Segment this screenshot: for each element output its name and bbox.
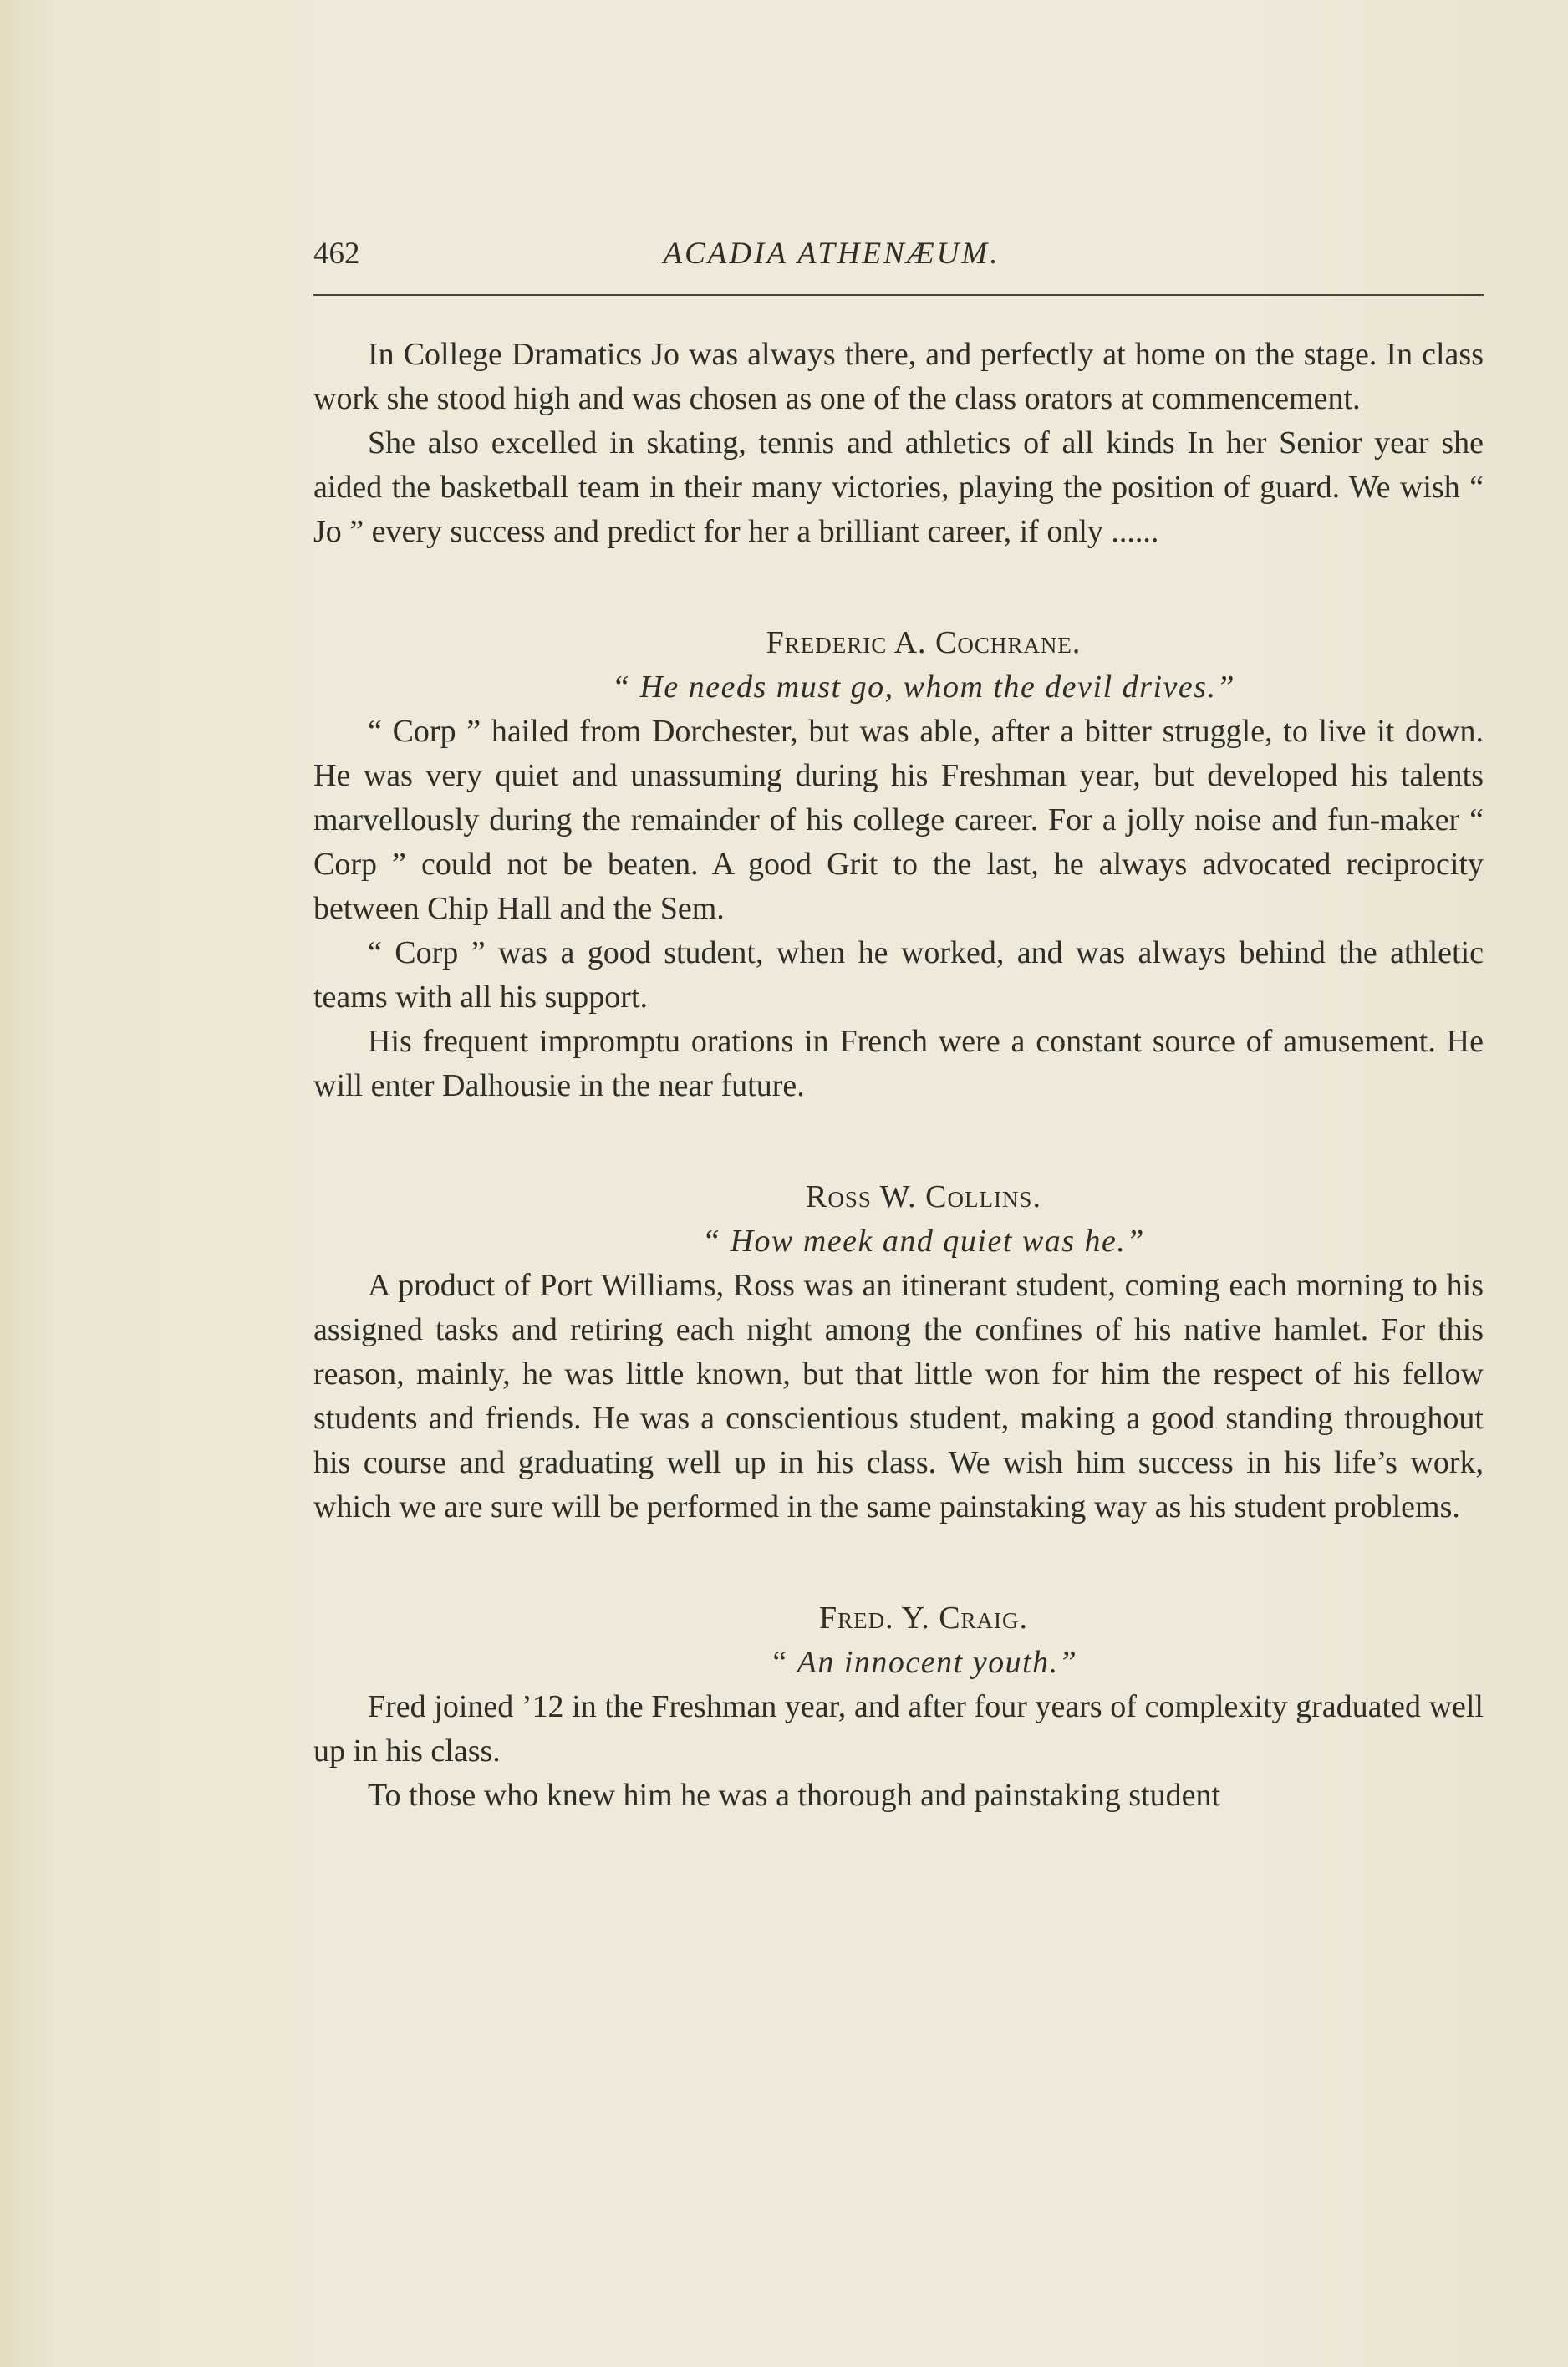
running-title: ACADIA ATHENÆUM. (663, 237, 1000, 271)
header-rule (313, 294, 1484, 296)
section-epigraph: “ How meek and quiet was he.” (701, 1224, 1146, 1259)
section-epigraph: “ An innocent youth.” (769, 1645, 1078, 1680)
section-heading: Fred. Y. Craig. (818, 1601, 1029, 1636)
biography-section (313, 1175, 1484, 1530)
section-heading: Ross W. Collins. (806, 1179, 1041, 1214)
body-text (313, 333, 1484, 1818)
paragraph: She also excelled in skating, tennis and athletics of all kinds In her Senior year she aided the basketball team in their many victories, playing the position of guard. We wish “ Jo ” every success and predict for her a brilliant career, if only ...... (313, 425, 1484, 549)
section-heading: Frederic A. Cochrane. (766, 625, 1082, 660)
paragraph: “ Corp ” was a good student, when he worked, and was always behind the athletic teams with all his support. (313, 935, 1484, 1015)
paragraph: Fred joined ’12 in the Freshman year, and after four years of complexity graduated well up in his class. (313, 1689, 1484, 1769)
spacer (313, 1108, 1484, 1175)
spacer (313, 1530, 1484, 1596)
page-number: 462 (313, 237, 360, 271)
paragraph: In College Dramatics Jo was always there, and perfectly at home on the stage. In class work she stood high and was chosen as one of the class orators at commencement. (313, 337, 1484, 416)
page-header (313, 236, 1484, 277)
spacer (313, 554, 1484, 621)
paragraph: “ Corp ” hailed from Dorchester, but was able, after a bitter struggle, to live it down. He was very quiet and unassuming during his Freshman year, but developed his talents marvellously during the remainder of his college career. For a jolly noise and fun-maker “ Corp ” could not be beaten. A good Grit to the last, he always advocated reciprocity between Chip Hall and the Sem. (313, 714, 1484, 926)
section-epigraph: “ He needs must go, whom the devil drives.” (611, 669, 1236, 705)
biography-section (313, 1596, 1484, 1818)
paragraph: His frequent impromptu orations in French were a constant source of amusement. He will enter Dalhousie in the near future. (313, 1024, 1484, 1103)
paragraph: To those who knew him he was a thorough and painstaking student (368, 1778, 1221, 1813)
biography-section (313, 621, 1484, 1108)
paragraph: A product of Port Williams, Ross was an itinerant student, coming each morning to his assigned tasks and retiring each night among the confines of his native hamlet. For this reason, mainly, he was little known, but that little won for him the respect of his fellow students and friends. He was a conscientious student, making a good standing throughout his course and graduating well up in his class. We wish him success in his life’s work, which we are sure will be performed in the same painstaking way as his student problems. (313, 1268, 1484, 1525)
